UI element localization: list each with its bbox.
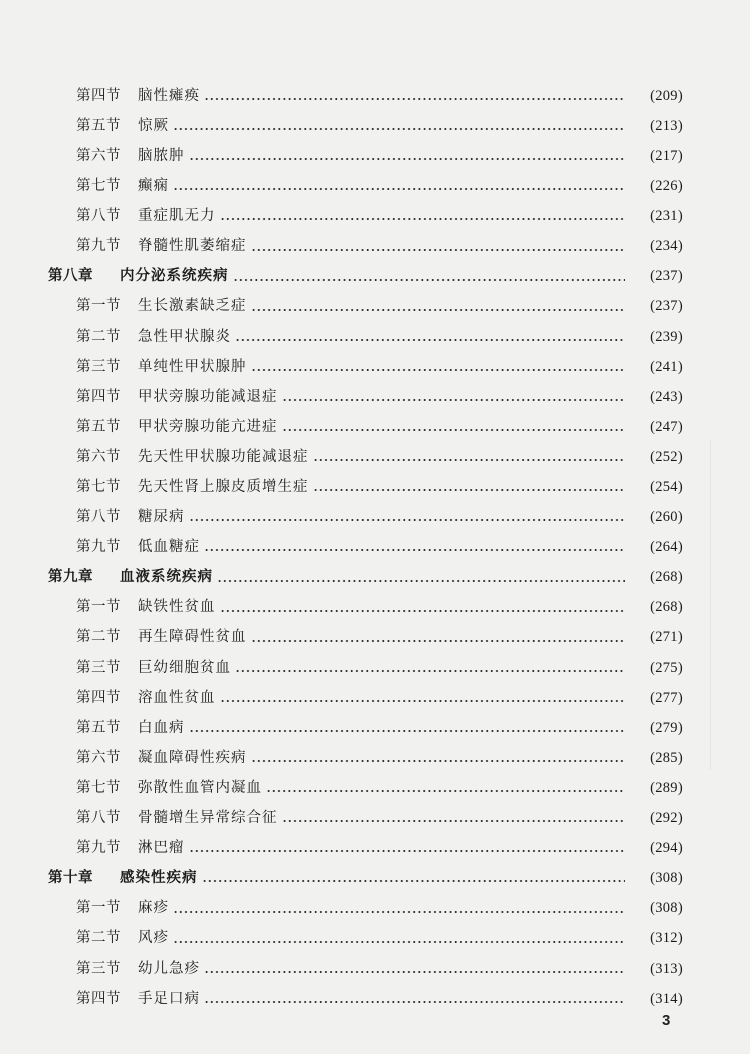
toc-section-entry [0, 111, 750, 141]
toc-section-entry [0, 141, 750, 171]
toc-section-entry [0, 442, 750, 472]
page-fold-shadow [710, 440, 711, 770]
entry-page-number: (226) [650, 178, 683, 195]
entry-page-number: (292) [650, 810, 683, 827]
section-number: 第四节 [76, 689, 121, 706]
section-title: 幼儿急疹 [138, 960, 200, 977]
entry-page-number: (275) [650, 659, 683, 676]
section-title: 低血糖症 [138, 539, 200, 556]
dot-leader [204, 98, 625, 100]
dot-leader [251, 309, 626, 311]
table-of-contents [0, 81, 750, 1014]
entry-page-number: (237) [650, 268, 683, 285]
section-number: 第四节 [76, 87, 121, 104]
chapter-title: 感染性疾病 [120, 869, 198, 887]
dot-leader [282, 429, 626, 431]
toc-chapter-entry [0, 863, 750, 893]
entry-page-number: (308) [650, 870, 683, 887]
toc-section-entry [0, 623, 750, 653]
section-number: 第八节 [76, 509, 121, 526]
section-number: 第八节 [76, 810, 121, 827]
section-number: 第二节 [76, 930, 121, 947]
section-number: 第七节 [76, 479, 121, 496]
entry-page-number: (289) [650, 779, 683, 796]
section-title: 麻疹 [138, 900, 169, 917]
section-title: 脑性瘫痪 [138, 87, 200, 104]
dot-leader [266, 790, 625, 792]
dot-leader [173, 128, 625, 130]
toc-section-entry [0, 894, 750, 924]
entry-page-number: (209) [650, 87, 683, 104]
section-number: 第二节 [76, 328, 121, 345]
dot-leader [220, 218, 626, 220]
toc-section-entry [0, 773, 750, 803]
entry-page-number: (217) [650, 147, 683, 164]
chapter-title: 内分泌系统疾病 [120, 267, 229, 285]
section-title: 急性甲状腺炎 [138, 328, 231, 345]
section-title: 巨幼细胞贫血 [138, 659, 231, 676]
section-title: 甲状旁腺功能亢进症 [138, 418, 278, 435]
section-number: 第一节 [76, 599, 121, 616]
toc-section-entry [0, 954, 750, 984]
section-title: 淋巴瘤 [138, 840, 185, 857]
page-number: 3 [662, 1012, 671, 1029]
section-title: 骨髓增生异常综合征 [138, 810, 278, 827]
entry-page-number: (264) [650, 539, 683, 556]
toc-section-entry [0, 593, 750, 623]
section-number: 第五节 [76, 719, 121, 736]
section-title: 重症肌无力 [138, 208, 216, 225]
toc-section-entry [0, 803, 750, 833]
entry-page-number: (237) [650, 298, 683, 315]
section-number: 第八节 [76, 208, 121, 225]
chapter-number: 第十章 [48, 869, 93, 887]
dot-leader [282, 399, 626, 401]
section-number: 第九节 [76, 539, 121, 556]
section-title: 糖尿病 [138, 509, 185, 526]
section-number: 第九节 [76, 238, 121, 255]
entry-page-number: (239) [650, 328, 683, 345]
entry-page-number: (268) [650, 569, 683, 586]
section-number: 第五节 [76, 418, 121, 435]
section-title: 惊厥 [138, 117, 169, 134]
section-title: 手足口病 [138, 990, 200, 1007]
dot-leader [251, 760, 626, 762]
dot-leader [235, 339, 625, 341]
toc-section-entry [0, 322, 750, 352]
section-number: 第一节 [76, 298, 121, 315]
chapter-number: 第九章 [48, 568, 93, 586]
dot-leader [220, 610, 626, 612]
dot-leader [217, 580, 625, 582]
section-title: 风疹 [138, 930, 169, 947]
entry-page-number: (243) [650, 388, 683, 405]
dot-leader [173, 941, 625, 943]
toc-section-entry [0, 81, 750, 111]
section-number: 第二节 [76, 629, 121, 646]
section-number: 第七节 [76, 178, 121, 195]
section-number: 第一节 [76, 900, 121, 917]
entry-page-number: (279) [650, 719, 683, 736]
dot-leader [233, 279, 626, 281]
toc-section-entry [0, 171, 750, 201]
section-title: 单纯性甲状腺肿 [138, 358, 247, 375]
dot-leader [313, 459, 626, 461]
section-title: 脊髓性肌萎缩症 [138, 238, 247, 255]
dot-leader [235, 670, 625, 672]
entry-page-number: (308) [650, 900, 683, 917]
section-title: 甲状旁腺功能减退症 [138, 388, 278, 405]
section-number: 第六节 [76, 147, 121, 164]
entry-page-number: (252) [650, 448, 683, 465]
section-title: 癫痫 [138, 178, 169, 195]
section-title: 缺铁性贫血 [138, 599, 216, 616]
dot-leader [173, 188, 625, 190]
toc-section-entry [0, 352, 750, 382]
toc-section-entry [0, 683, 750, 713]
entry-page-number: (213) [650, 117, 683, 134]
toc-section-entry [0, 924, 750, 954]
section-title: 白血病 [138, 719, 185, 736]
toc-section-entry [0, 231, 750, 261]
entry-page-number: (247) [650, 418, 683, 435]
toc-section-entry [0, 382, 750, 412]
entry-page-number: (294) [650, 840, 683, 857]
dot-leader [251, 369, 626, 371]
section-title: 再生障碍性贫血 [138, 629, 247, 646]
section-number: 第三节 [76, 960, 121, 977]
section-number: 第五节 [76, 117, 121, 134]
dot-leader [189, 158, 626, 160]
dot-leader [251, 249, 626, 251]
section-number: 第三节 [76, 659, 121, 676]
toc-section-entry [0, 653, 750, 683]
section-number: 第六节 [76, 448, 121, 465]
section-number: 第四节 [76, 388, 121, 405]
entry-page-number: (268) [650, 599, 683, 616]
toc-section-entry [0, 743, 750, 773]
section-number: 第四节 [76, 990, 121, 1007]
section-title: 生长激素缺乏症 [138, 298, 247, 315]
toc-section-entry [0, 984, 750, 1014]
dot-leader [202, 880, 626, 882]
dot-leader [173, 911, 625, 913]
dot-leader [220, 700, 626, 702]
entry-page-number: (254) [650, 479, 683, 496]
section-title: 脑脓肿 [138, 147, 185, 164]
dot-leader [313, 489, 626, 491]
entry-page-number: (285) [650, 749, 683, 766]
entry-page-number: (314) [650, 990, 683, 1007]
toc-section-entry [0, 713, 750, 743]
chapter-number: 第八章 [48, 267, 93, 285]
toc-section-entry [0, 502, 750, 532]
section-number: 第三节 [76, 358, 121, 375]
section-title: 弥散性血管内凝血 [138, 779, 262, 796]
toc-chapter-entry [0, 563, 750, 593]
dot-leader [189, 730, 626, 732]
entry-page-number: (277) [650, 689, 683, 706]
section-number: 第九节 [76, 840, 121, 857]
entry-page-number: (231) [650, 208, 683, 225]
toc-chapter-entry [0, 262, 750, 292]
toc-section-entry [0, 292, 750, 322]
section-number: 第七节 [76, 779, 121, 796]
entry-page-number: (313) [650, 960, 683, 977]
dot-leader [204, 549, 625, 551]
chapter-title: 血液系统疾病 [120, 568, 213, 586]
toc-section-entry [0, 472, 750, 502]
entry-page-number: (234) [650, 238, 683, 255]
toc-section-entry [0, 532, 750, 562]
section-title: 溶血性贫血 [138, 689, 216, 706]
entry-page-number: (271) [650, 629, 683, 646]
dot-leader [282, 820, 626, 822]
toc-section-entry [0, 833, 750, 863]
toc-section-entry [0, 201, 750, 231]
dot-leader [251, 640, 626, 642]
entry-page-number: (241) [650, 358, 683, 375]
section-number: 第六节 [76, 749, 121, 766]
dot-leader [204, 971, 625, 973]
dot-leader [189, 850, 626, 852]
section-title: 先天性肾上腺皮质增生症 [138, 479, 309, 496]
dot-leader [189, 519, 626, 521]
section-title: 凝血障碍性疾病 [138, 749, 247, 766]
toc-section-entry [0, 412, 750, 442]
section-title: 先天性甲状腺功能减退症 [138, 448, 309, 465]
entry-page-number: (312) [650, 930, 683, 947]
dot-leader [204, 1001, 625, 1003]
entry-page-number: (260) [650, 509, 683, 526]
